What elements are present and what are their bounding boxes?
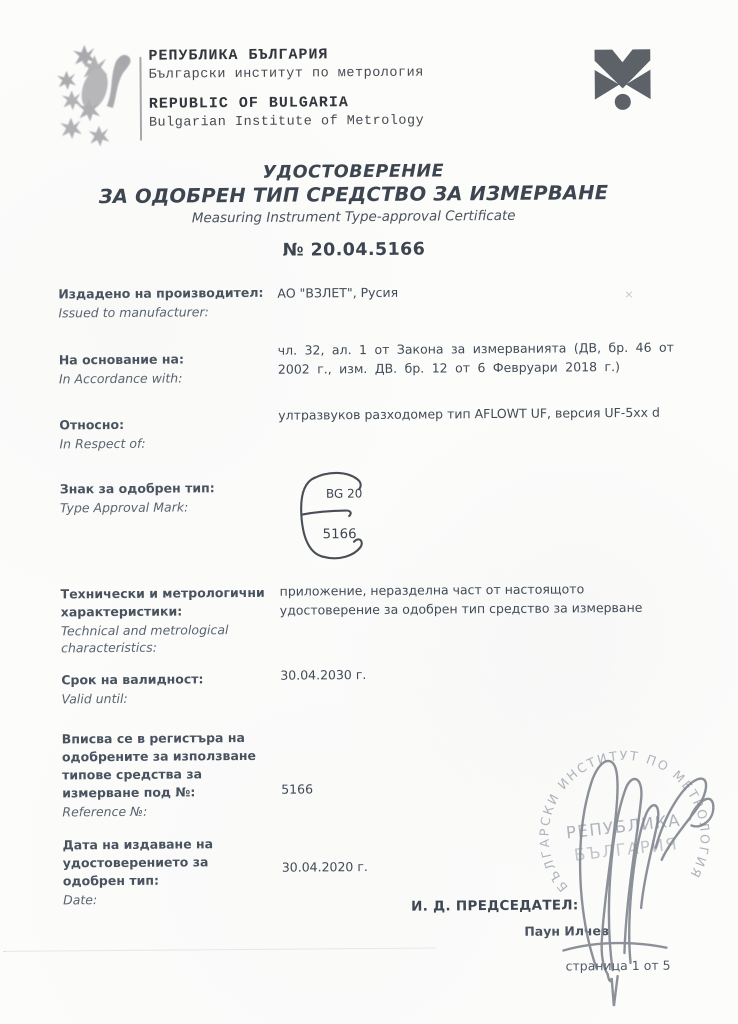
field-label-manufacturer: Издадено на производител: Issued to manufacturer: — [58, 284, 264, 321]
field-value-issue-date: 30.04.2020 г. — [281, 859, 368, 875]
org-institute-en: Bulgarian Institute of Metrology — [148, 113, 425, 131]
scan-artifact-mark: × — [624, 287, 634, 301]
bim-metrology-logo-icon — [584, 44, 661, 127]
title-line2: ЗА ОДОБРЕН ТИП СРЕДСТВО ЗА ИЗМЕРВАНЕ — [98, 181, 609, 209]
field-value-valid-until: 30.04.2030 г. — [280, 667, 367, 683]
field-label-approval-mark: Знак за одобрен тип: Type Approval Mark: — [59, 480, 215, 516]
signatory-title: И. Д. ПРЕДСЕДАТЕЛ: — [411, 897, 579, 915]
org-name-bg: РЕПУБЛИКА БЪЛГАРИЯ — [148, 46, 329, 65]
field-label-reference-number: Вписва се в регистъра на одобрените за използване типове средства за измерване под №: Reference №: — [61, 729, 257, 820]
org-institute-bg: Български институт по метрология — [148, 65, 424, 83]
field-value-manufacturer: АО "ВЗЛЕТ", Русия — [277, 284, 399, 301]
field-label-valid-until: Срок на валидност: Valid until: — [61, 671, 204, 707]
type-approval-mark-icon — [288, 468, 369, 561]
certificate-number: № 20.04.5166 — [282, 239, 426, 261]
page-number: страница 1 от 5 — [565, 957, 671, 974]
scan-dotted-line — [3, 947, 435, 951]
stamp-center-line1: РЕПУБЛИКА — [565, 810, 682, 843]
field-value-in-respect-of: ултразвуков разходомер тип AFLOWT UF, версия UF-5xx d — [278, 404, 661, 423]
stamp-ring-text: БЪЛГАРСКИ ИНСТИТУТ ПО МЕТРОЛОГИЯ — [536, 747, 713, 895]
stamp-center-line2: БЪЛГАРИЯ — [573, 834, 680, 865]
field-value-legal-basis: чл. 32, ал. 1 от Закона за измерванията (ДВ, бр. 46 от 2002 г., изм. ДВ. бр. 12 от 6 Февруари 2018 г.) — [277, 339, 674, 377]
org-name-en: REPUBLIC OF BULGARIA — [148, 94, 349, 113]
certificate-title-block — [0, 159, 710, 263]
header-divider — [139, 57, 142, 141]
header-org-block — [148, 46, 424, 131]
bulgarian-lion-emblem-icon — [54, 44, 139, 155]
field-label-in-respect-of: Относно: In Respect of: — [59, 416, 146, 452]
signatory-name: Паун Илчев — [524, 923, 609, 939]
field-label-issue-date: Дата на издаване на удостоверението за одобрен тип: Date: — [62, 836, 214, 908]
title-line1: УДОСТОВЕРЕНИЕ — [262, 161, 445, 183]
approval-mark-code-bottom: 5166 — [322, 527, 357, 543]
field-label-characteristics: Технически и метрологични характеристики: Technical and metrological characteristics: — [60, 584, 265, 656]
field-value-reference-number: 5166 — [281, 781, 314, 797]
field-value-characteristics: приложение, неразделна част от настоящото удостоверение за одобрен тип средство за измерване — [279, 581, 643, 618]
field-label-legal-basis: На основание на: In Accordance with: — [58, 351, 184, 387]
approval-mark-code-top: BG 20 — [325, 486, 363, 501]
title-subtitle-en: Measuring Instrument Type-approval Certificate — [191, 207, 516, 227]
